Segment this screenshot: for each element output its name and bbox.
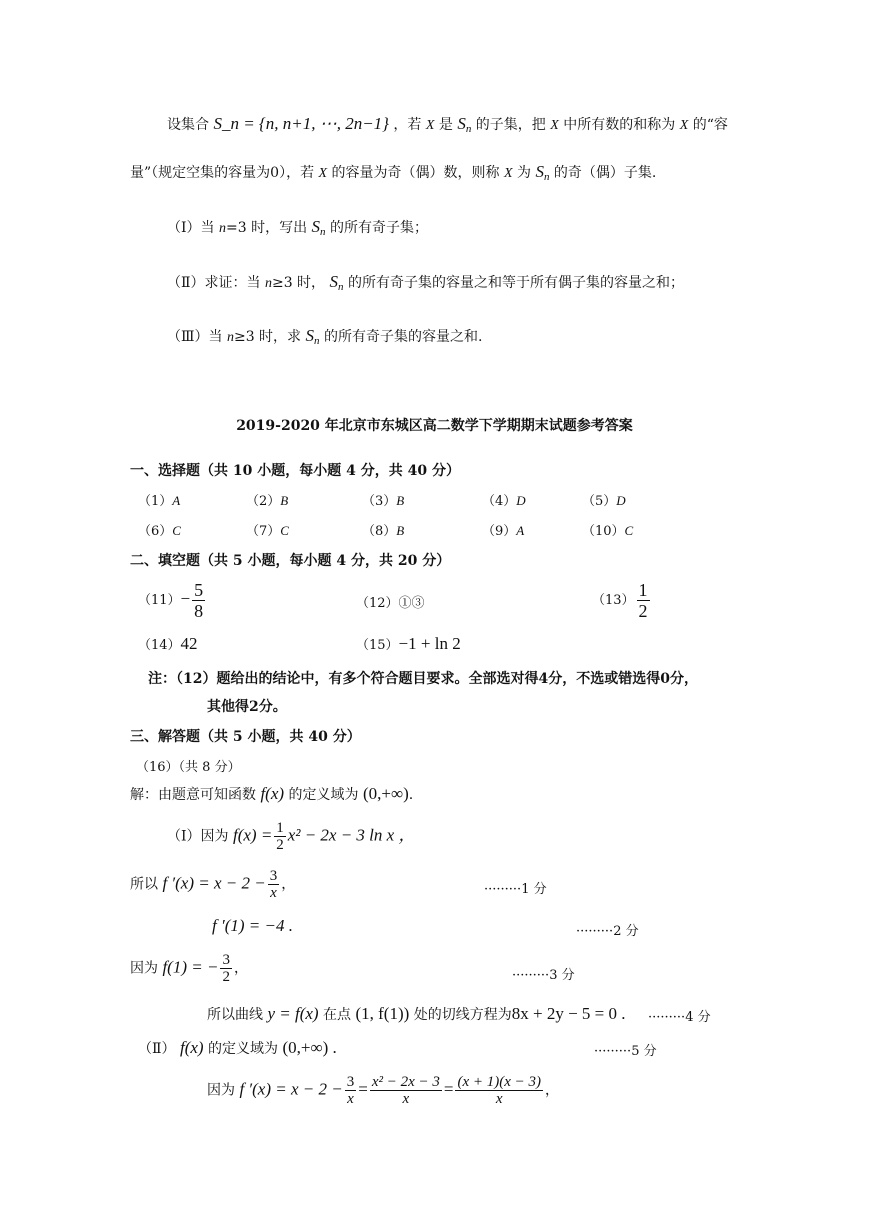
text: 的容量为奇（偶）数，则称 [331, 165, 500, 181]
choice-item: （1）A [138, 493, 181, 509]
fraction: $\frac{(x + 1)(x - 3)}{x}$ [457, 1074, 542, 1107]
text: ≥3 时，求 [233, 329, 302, 345]
fill-14: （14）42 [138, 634, 198, 653]
problem-line-1 [167, 114, 728, 135]
choice-item: （7）C [246, 523, 289, 539]
answer-title: 2019-2020 年北京市东城区高二数学下学期期末试题参考答案 [236, 418, 633, 434]
var-x: X [504, 166, 513, 181]
text: 设集合 [167, 117, 209, 133]
fill-11: （11）− $\frac{5}{8}$ [138, 580, 204, 621]
choice-item: （8）B [362, 523, 405, 539]
score-4: ·········4 分 [648, 1010, 711, 1025]
var-x: X [425, 118, 435, 133]
score-2: ·········2 分 [576, 924, 639, 939]
choice-item: （10）C [582, 523, 634, 539]
note-line-1: 注：（12）题给出的结论中，有多个符合题目要求。全部选对得4分，不选或错选得0分， [148, 671, 698, 687]
var-x: X [550, 118, 559, 133]
s-n: $S_n$ [311, 217, 326, 238]
text: （Ⅱ）求证：当 [167, 275, 261, 291]
fraction: $\frac{1}{2}$ [638, 580, 648, 621]
solution-intro: 解：由题意可知函数 f(x) 的定义域为 (0,+∞). [130, 784, 414, 803]
fraction: $\frac{3}{x}$ [346, 1074, 355, 1107]
text: =3 时，写出 [225, 220, 308, 236]
text: ≥3 时， [271, 275, 326, 291]
step-2: 所以 f ′(x) = x − 2 − $\frac{3}{x}$ ， [130, 868, 296, 901]
set-definition: S_n = {n, n+1, ⋯, 2n−1} [213, 114, 389, 133]
var-n: n [226, 330, 234, 345]
var-n: n [264, 276, 272, 291]
section-choice-heading: 一、选择题（共 10 小题，每小题 4 分，共 40 分） [130, 463, 460, 479]
choice-item: （6）C [138, 523, 181, 539]
choice-item: （9）A [482, 523, 525, 539]
fill-12: （12）①③ [356, 596, 425, 611]
step-4: 因为 f(1) = − $\frac{3}{2}$ ， [130, 952, 248, 985]
s-n: $S_n$ [305, 326, 320, 347]
step-6: 因为 f ′(x) = x − 2 − $\frac{3}{x}$ = $\frac{\text{x² − 2x − 3}}{x}$ = $\frac{(x + 1)(x - 3)}{x}$ ， [207, 1074, 560, 1107]
fraction: $\frac{\text{x² − 2x − 3}}{x}$ [371, 1074, 440, 1107]
section-fill-heading: 二、填空题（共 5 小题，每小题 4 分，共 20 分） [130, 553, 451, 569]
problem-part-3 [167, 326, 482, 347]
text: 的所有奇子集的容量之和等于所有偶子集的容量之和； [347, 275, 684, 291]
fraction: $\frac{1}{2}$ [276, 820, 284, 853]
fill-13: （13） $\frac{1}{2}$ [592, 580, 648, 621]
s-n: $S_n$ [457, 114, 472, 135]
problem-part-1 [167, 217, 428, 238]
text: 量”（规定空集的容量为0），若 [130, 165, 315, 181]
text: 的奇（偶）子集. [553, 165, 657, 181]
choice-item: （4）D [482, 493, 526, 509]
text: 的所有奇子集； [329, 220, 428, 236]
choice-item: （2）B [246, 493, 289, 509]
s-n: $S_n$ [329, 272, 344, 293]
text: 中所有数的和称为 [563, 117, 676, 133]
score-3: ·········3 分 [512, 968, 575, 983]
text: （Ⅲ）当 [167, 329, 223, 345]
text: 的子集，把 [475, 117, 546, 133]
part-2-domain: （Ⅱ） f(x) 的定义域为 (0,+∞) . [138, 1038, 337, 1057]
text: 为 [517, 165, 532, 181]
fraction: $\frac{5}{8}$ [194, 580, 204, 621]
text: ，若 [393, 117, 422, 133]
fill-15: （15）−1 + ln 2 [356, 634, 461, 653]
var-x: X [679, 118, 689, 133]
fraction: $\frac{3}{x}$ [269, 868, 278, 901]
s-n: $S_n$ [535, 162, 550, 183]
q16-heading: （16）（共 8 分） [136, 760, 241, 775]
problem-part-2 [167, 272, 684, 293]
score-5: ·········5 分 [594, 1044, 657, 1059]
note-line-2: 其他得2分。 [207, 699, 287, 715]
text: （Ⅰ）当 [167, 220, 215, 236]
text: 的“容 [692, 117, 728, 133]
var-x: X [318, 166, 328, 181]
choice-item: （5）D [582, 493, 626, 509]
step-3: f ′(1) = −4 . [212, 916, 293, 935]
text: 的所有奇子集的容量之和. [323, 329, 483, 345]
var-n: n [218, 221, 226, 236]
choice-item: （3）B [362, 493, 405, 509]
problem-line-2 [130, 162, 656, 183]
text: 是 [438, 117, 453, 133]
section-solution-heading: 三、解答题（共 5 小题，共 40 分） [130, 729, 361, 745]
step-1: （Ⅰ）因为 f(x) = $\frac{1}{2}$ x² − 2x − 3 ln x ， [167, 820, 416, 853]
score-1: ·········1 分 [484, 882, 547, 897]
fraction: $\frac{3}{2}$ [222, 952, 230, 985]
step-5: 所以曲线 y = f(x) 在点 (1, f(1)) 处的切线方程为8x + 2y − 5 = 0 . [207, 1004, 626, 1023]
